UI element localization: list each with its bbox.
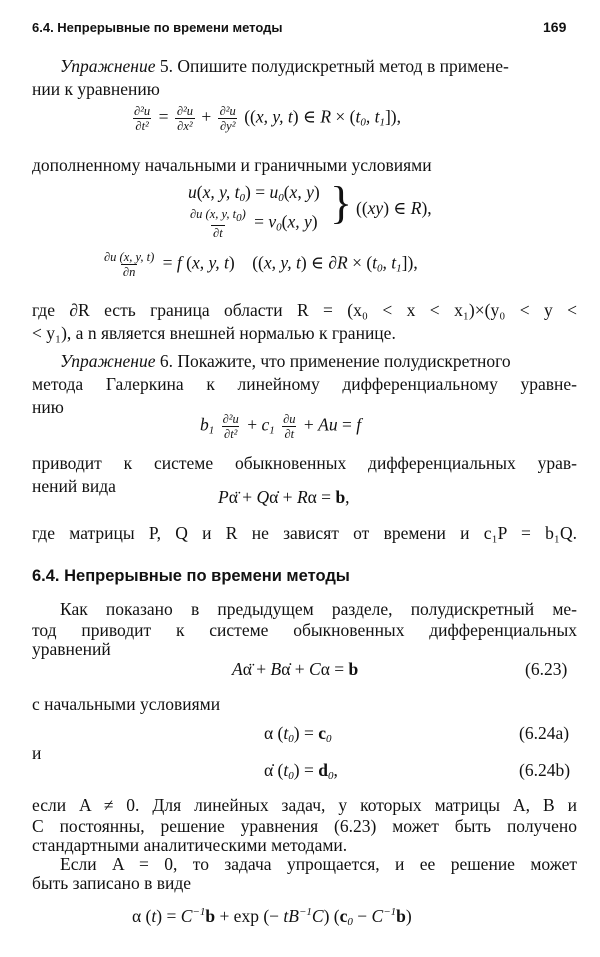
exercise5-line2: нии к уравнению [32,79,160,99]
section-p2: с начальными условиями [32,694,221,714]
page-number: 169 [543,19,567,35]
section-p1-line3: уравнений [32,639,111,659]
exercise5-line5: < y₁), а n является внешней нормалью к границе. [32,323,396,343]
section-p3-line1: если A ≠ 0. Для линейных задач, у которых матрицы A, B и [32,795,577,815]
section-and: и [32,743,42,763]
section-p1-line1: Как показано в предыдущем разделе, полудискретный ме- [60,599,577,619]
equation-solution: α $(t) = C^{-1}b + \exp$ (− $tB^{-1}C$) $(c_0 - C^{-1}b)$ [132,906,412,928]
equation-system: Pα̈ + Qα̇ + Rα = b, [218,487,350,507]
exercise5-line3: дополненному начальными и граничными условиями [32,155,432,175]
equation-initial-domain: ((xy) ∈ R), [356,198,432,218]
exercise6-line5: нений вида [32,476,116,496]
equation-tag-6-23: (6.23) [525,659,568,679]
exercise6-line3: нию [32,397,64,417]
exercise5-line1: Упражнение 5. Опишите полудискретный метод в примене- [60,56,509,76]
exercise5-line4: где ∂R есть граница области R = (x₀ < x < x₁)×(y₀ < y < [32,300,577,320]
section-p3-line3: стандартными аналитическими методами. [32,835,348,855]
equation-galerkin: $b_1$ $\frac{\text{∂²u}}{\text{∂t²}}$ + $c_1$ $\frac{\partial u}{\partial t}$ + Au = f [200,412,362,441]
section-p4-line2: быть записано в виде [32,873,192,893]
equation-6-24b: α̇ $(t_0) = d_0$, [264,760,338,782]
equation-tag-6-24a: (6.24a) [519,723,570,743]
exercise5-label: Упражнение [60,56,156,76]
equation-6-24a: α $(t_0) = c_0$ [264,723,332,745]
section-p1-line2: тод приводит к системе обыкновенных дифференциальных [32,620,577,640]
equation-tag-6-24b: (6.24b) [519,760,571,780]
brace: } [330,177,353,228]
section-p4-line1: Если A = 0, то задача упрощается, и ее решение может [60,854,577,874]
equation-initial-du: $\frac{\partial u (x, y, t0)}{\partial t}$ = $v_0(x$, y) [190,207,318,240]
exercise6-label: Упражнение [60,351,156,371]
equation-initial-u: u(x, y, $t_0) = u_0(x$, y) [188,182,320,204]
equation-boundary: $\frac{\partial u (x, y, t)}{\partial n}$ = f (x, y, t) ((x, y, t) ∈ $\partial R \times (t_0$, $t_1$]), [104,250,418,279]
running-header: 6.4. Непрерывные по времени методы [32,20,283,35]
exercise6-line2: метода Галеркина к линейному дифференциальному уравне- [32,374,577,394]
exercise6-line4: приводит к системе обыкновенных дифференциальных урав- [32,453,577,473]
equation-6-23: Aα̈ + Bα̇ + Cα = b [232,659,359,679]
exercise6-line6: где матрицы P, Q и R не зависят от времени и c₁P = b₁Q. [32,523,577,543]
exercise6-line1: Упражнение 6. Покажите, что применение полудискретного [60,351,511,371]
equation-wave: $\frac{\text{∂²u}}{\text{∂t²}}$ = $\frac{\text{∂²u}}{\text{∂x²}}$ + $\frac{\text{∂²u}}{\text{∂y²}}$ ((x, y, t) ∈ $R \times (t_0$, $t_1$]), [134,104,402,133]
section-title: 6.4. Непрерывные по времени методы [32,567,350,585]
section-p3-line2: C постоянны, решение уравнения (6.23) может быть получено [32,816,577,836]
